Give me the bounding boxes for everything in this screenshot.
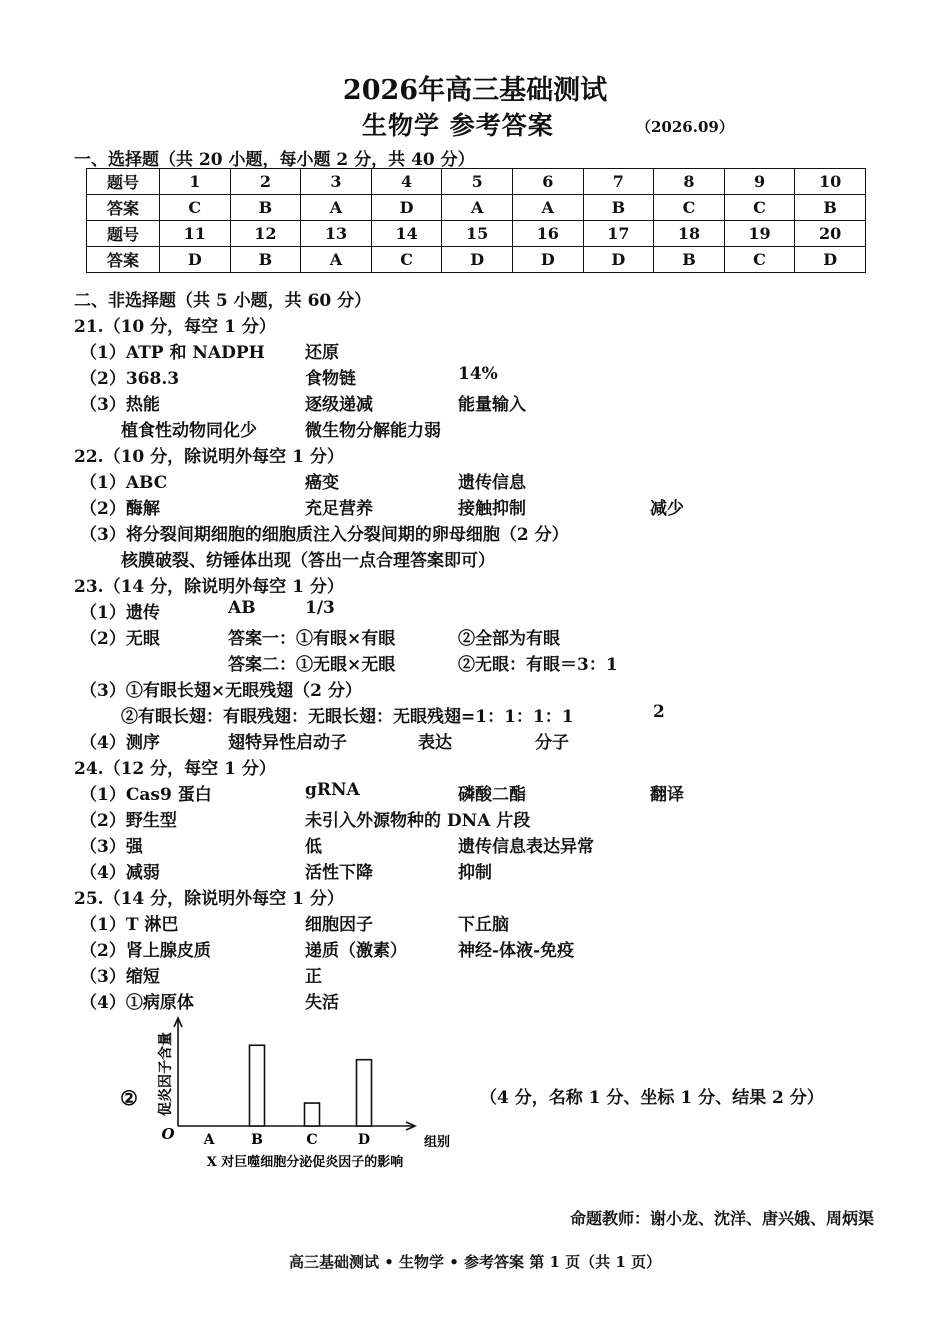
- answer-cell: A: [442, 195, 513, 221]
- answer-cell: C: [724, 247, 795, 273]
- q21-heading: 21.（10 分，每空 1 分）: [74, 317, 276, 337]
- bar-B: [250, 1045, 265, 1126]
- question-number: 11: [160, 221, 231, 247]
- table-header-cell: 答案: [87, 247, 160, 273]
- q24-answer: 低: [305, 837, 322, 857]
- q21-answer: 植食性动物同化少: [121, 421, 257, 441]
- q24-answer: 翻译: [650, 785, 684, 805]
- q24-answer: 未引入外源物种的 DNA 片段: [305, 811, 531, 831]
- question-number: 1: [160, 169, 231, 195]
- question-number: 18: [654, 221, 725, 247]
- chart-axes: [174, 1018, 415, 1130]
- q25-answer: 失活: [305, 993, 339, 1013]
- table-header-cell: 题号: [87, 221, 160, 247]
- q22-answer: 遗传信息: [458, 473, 526, 493]
- q22-answer: 充足营养: [305, 499, 373, 519]
- answer-cell: D: [371, 195, 442, 221]
- bar-D: [357, 1060, 372, 1126]
- bar-chart: [160, 1012, 460, 1177]
- q21-answer: （3）热能: [80, 395, 160, 415]
- chart-title: X 对巨噬细胞分泌促炎因子的影响: [206, 1155, 404, 1170]
- q23-answer: 翅特异性启动子: [228, 733, 347, 753]
- answer-cell: B: [230, 247, 301, 273]
- q23-answer: 答案二：①无眼×无眼: [228, 655, 396, 675]
- q22-answer: 癌变: [305, 473, 339, 493]
- y-axis-label: 促炎因子含量: [158, 1032, 174, 1116]
- teachers-credit: 命题教师：谢小龙、沈洋、唐兴娥、周炳渠: [569, 1209, 874, 1228]
- q22-heading: 22.（10 分，除说明外每空 1 分）: [74, 447, 344, 467]
- q23-answer: 1/3: [305, 598, 335, 618]
- q25-answer: （4）①病原体: [80, 993, 194, 1013]
- question-number: 6: [512, 169, 583, 195]
- q24-answer: 抑制: [458, 863, 492, 883]
- q23-answer: ②全部为有眼: [458, 629, 560, 649]
- question-number: 17: [583, 221, 654, 247]
- answer-table: [86, 168, 866, 273]
- document-subtitle: 生物学 参考答案: [362, 111, 554, 140]
- table-row-answers-2: [87, 247, 866, 273]
- origin-label: O: [161, 1125, 175, 1143]
- q23-answer: （1）遗传: [80, 603, 160, 623]
- q22-answer: 核膜破裂、纺锤体出现（答出一点合理答案即可）: [121, 551, 495, 571]
- q22-answer: 减少: [650, 499, 684, 519]
- page-footer: 高三基础测试 • 生物学 • 参考答案 第 1 页（共 1 页）: [288, 1253, 662, 1271]
- question-number: 2: [230, 169, 301, 195]
- q24-answer: 活性下降: [305, 863, 373, 883]
- x-tick-label: A: [203, 1132, 215, 1148]
- q24-answer: （2）野生型: [80, 811, 177, 831]
- table-row-numbers-1: [87, 169, 866, 195]
- q24-answer: （4）减弱: [80, 863, 160, 883]
- chart-bars: [250, 1045, 372, 1126]
- q23-answer: （3）①有眼长翅×无眼残翅（2 分）: [80, 681, 362, 701]
- table-row-answers-1: [87, 195, 866, 221]
- table-header-cell: 题号: [87, 169, 160, 195]
- q22-answer: （1）ABC: [80, 473, 168, 493]
- q21-answer: 食物链: [305, 369, 356, 389]
- q21-answer: 微生物分解能力弱: [305, 421, 441, 441]
- x-tick-label: C: [306, 1132, 318, 1148]
- x-axis-label: 组别: [424, 1135, 451, 1150]
- question-number: 8: [654, 169, 725, 195]
- question-number: 4: [371, 169, 442, 195]
- question-number: 16: [512, 221, 583, 247]
- q22-answer: （3）将分裂间期细胞的细胞质注入分裂间期的卵母细胞（2 分）: [80, 525, 569, 545]
- answer-cell: B: [654, 247, 725, 273]
- q21-answer: （1）ATP 和 NADPH: [80, 343, 265, 363]
- answer-cell: C: [371, 247, 442, 273]
- answer-cell: D: [583, 247, 654, 273]
- q23-answer: 2: [653, 702, 665, 722]
- x-tick-label: B: [251, 1132, 263, 1148]
- q23-answer: 分子: [535, 733, 569, 753]
- section1-heading: 一、选择题（共 20 小题，每小题 2 分，共 40 分）: [74, 150, 475, 170]
- question-number: 19: [724, 221, 795, 247]
- question-number: 5: [442, 169, 513, 195]
- question-number: 9: [724, 169, 795, 195]
- question-number: 10: [795, 169, 866, 195]
- q24-heading: 24.（12 分，每空 1 分）: [74, 759, 276, 779]
- x-tick-label: D: [357, 1132, 371, 1148]
- answer-cell: B: [795, 195, 866, 221]
- answer-cell: D: [795, 247, 866, 273]
- answer-cell: A: [301, 247, 372, 273]
- q23-answer: （2）无眼: [80, 629, 160, 649]
- question-number: 15: [442, 221, 513, 247]
- scoring-note: （4 分，名称 1 分、坐标 1 分、结果 2 分）: [480, 1088, 824, 1108]
- q24-answer: 遗传信息表达异常: [458, 837, 594, 857]
- answer-cell: A: [301, 195, 372, 221]
- table-header-cell: 答案: [87, 195, 160, 221]
- q25-heading: 25.（14 分，除说明外每空 1 分）: [74, 889, 344, 909]
- answer-cell: D: [512, 247, 583, 273]
- bar-C: [305, 1103, 320, 1126]
- answer-cell: C: [654, 195, 725, 221]
- q24-answer: （3）强: [80, 837, 143, 857]
- q21-answer: （2）368.3: [80, 369, 180, 389]
- chart-labels: [157, 1032, 450, 1170]
- question-number: 14: [371, 221, 442, 247]
- q25-answer: 神经-体液-免疫: [458, 941, 575, 961]
- q25-answer: （2）肾上腺皮质: [80, 941, 211, 961]
- answer-cell: B: [583, 195, 654, 221]
- q23-answer: 答案一：①有眼×有眼: [228, 629, 396, 649]
- q25-marker: ②: [120, 1086, 138, 1110]
- q22-answer: （2）酶解: [80, 499, 160, 519]
- document-date: （2026.09）: [636, 118, 734, 136]
- q24-answer: （1）Cas9 蛋白: [80, 785, 212, 805]
- q21-answer: 14%: [458, 364, 498, 384]
- answer-cell: D: [442, 247, 513, 273]
- answer-cell: B: [230, 195, 301, 221]
- q25-answer: 正: [305, 967, 322, 987]
- q21-answer: 能量输入: [458, 395, 526, 415]
- document-title: 2026年高三基础测试: [342, 75, 608, 106]
- question-number: 13: [301, 221, 372, 247]
- question-number: 7: [583, 169, 654, 195]
- answer-cell: C: [160, 195, 231, 221]
- q25-answer: 递质（激素）: [305, 941, 407, 961]
- section2-heading: 二、非选择题（共 5 小题，共 60 分）: [74, 291, 372, 311]
- answer-cell: A: [512, 195, 583, 221]
- q25-answer: 下丘脑: [458, 915, 509, 935]
- q23-answer: 表达: [418, 733, 452, 753]
- q21-answer: 逐级递减: [305, 395, 373, 415]
- q25-answer: （3）缩短: [80, 967, 160, 987]
- q24-answer: gRNA: [305, 780, 360, 800]
- q23-heading: 23.（14 分，除说明外每空 1 分）: [74, 577, 344, 597]
- q23-answer: （4）测序: [80, 733, 160, 753]
- q23-answer: ②有眼长翅：有眼残翅：无眼长翅：无眼残翅=1：1：1：1: [121, 707, 574, 727]
- q25-answer: 细胞因子: [305, 915, 373, 935]
- answer-cell: C: [724, 195, 795, 221]
- q24-answer: 磷酸二酯: [458, 785, 526, 805]
- table-row-numbers-2: [87, 221, 866, 247]
- q23-answer: ②无眼：有眼＝3：1: [458, 655, 618, 675]
- question-number: 20: [795, 221, 866, 247]
- q25-answer: （1）T 淋巴: [80, 915, 179, 935]
- q22-answer: 接触抑制: [458, 499, 526, 519]
- q21-answer: 还原: [305, 343, 339, 363]
- q23-answer: AB: [228, 598, 256, 618]
- question-number: 12: [230, 221, 301, 247]
- answer-cell: D: [160, 247, 231, 273]
- question-number: 3: [301, 169, 372, 195]
